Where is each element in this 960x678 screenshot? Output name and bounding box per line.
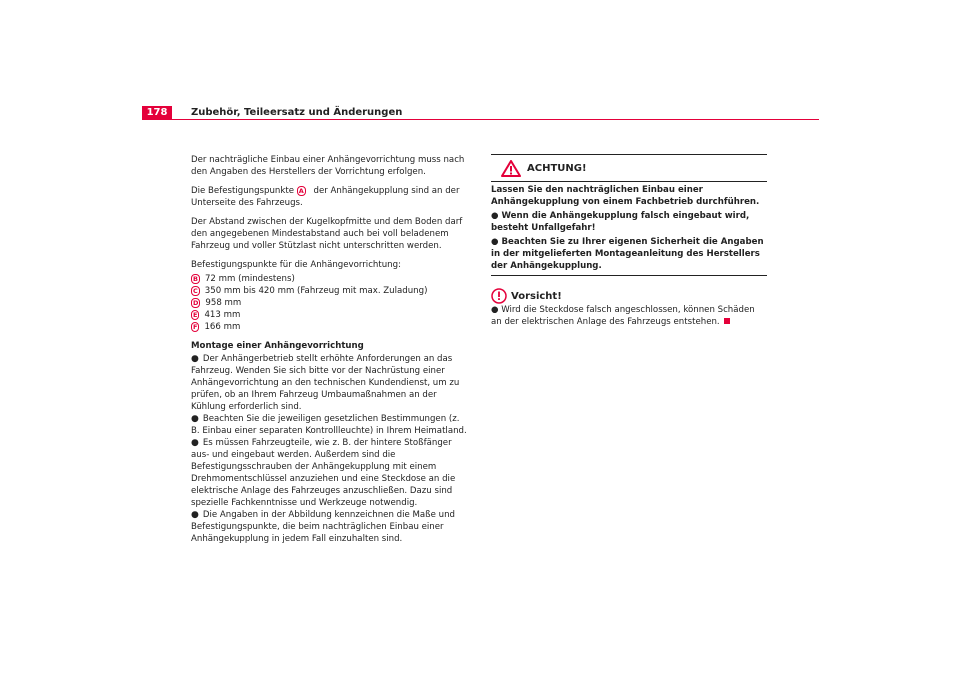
measurement-text: 72 mm (mindestens) (204, 274, 295, 284)
paragraph-intro: Der nachträgliche Einbau einer Anhängevorrichtung muss nach den Angaben des Herstellers der Vorrichtung erfolgen. (191, 155, 465, 177)
caution-circle-icon (491, 288, 507, 304)
text: Die Befestigungspunkte (191, 186, 297, 196)
paragraph-mounting-points (191, 185, 469, 209)
page-title: Zubehör, Teileersatz und Änderungen (191, 107, 403, 118)
bullet-icon: ● (191, 438, 199, 448)
header-divider (172, 119, 819, 120)
text: der Anhängekupplung sind an der Unterseite des Fahrzeugs. (191, 186, 460, 208)
bullet-text: Es müssen Fahrzeugteile, wie z. B. der hintere Stoßfänger aus- und eingebaut werden. Außerdem sind die Befestigungsschrauben der Anhängekupplung mit einem Drehmomentschlüssel anzuziehen und eine Steckdose an die elektrische Anlage des Fahrzeuges anzuschließen. Dazu sind spezielle Fachkenntnisse und Werkzeuge notwendig. (191, 438, 456, 508)
warning-box (491, 154, 767, 276)
caution-bullet (491, 304, 767, 328)
measurement-item (191, 309, 469, 321)
bullet-item (191, 413, 469, 437)
callout-badge: C (193, 286, 198, 295)
bullet-item (191, 353, 469, 413)
bullet-text: Wird die Steckdose falsch angeschlossen, können Schäden an der elektrischen Anlage des Fahrzeugs entstehen. (491, 305, 755, 327)
section-title: Montage einer Anhängevorrichtung (191, 341, 364, 351)
warning-bullet (491, 236, 767, 272)
bullet-icon: ● (491, 237, 499, 247)
measurement-item (191, 297, 469, 309)
warning-bullet (491, 210, 767, 234)
bullet-item (191, 437, 469, 509)
caution-header (491, 288, 767, 304)
callout-badge: F (193, 322, 198, 331)
warning-title: ACHTUNG! (527, 163, 587, 174)
caution-title: Vorsicht! (511, 291, 562, 302)
measurement-text: 350 mm bis 420 mm (Fahrzeug mit max. Zuladung) (204, 286, 428, 296)
bullet-icon: ● (191, 510, 199, 520)
callout-badge: D (193, 298, 199, 307)
bullet-text: Die Angaben in der Abbildung kennzeichnen die Maße und Befestigungspunkte, die beim nachträglichen Einbau einer Anhängekupplung in jedem Fall einzuhalten sind. (191, 510, 455, 544)
warning-triangle-icon (501, 160, 521, 177)
warning-intro: Lassen Sie den nachträglichen Einbau einer Anhängekupplung von einem Fachbetrieb durchführen. (491, 185, 760, 207)
measurement-list (191, 273, 469, 333)
measurement-item (191, 321, 469, 333)
paragraph-points-heading: Befestigungspunkte für die Anhängevorrichtung: (191, 260, 401, 270)
bullet-icon: ● (491, 305, 499, 315)
end-marker-icon (724, 318, 730, 324)
bullet-text: Beachten Sie die jeweiligen gesetzlichen Bestimmungen (z. B. Einbau einer separaten Kontrollleuchte) in Ihrem Heimatland. (191, 414, 467, 436)
bullet-icon: ● (191, 414, 199, 424)
measurement-text: 958 mm (205, 298, 242, 308)
bullet-icon: ● (491, 211, 499, 221)
left-column (191, 154, 469, 545)
measurement-text: 166 mm (204, 322, 241, 332)
measurement-item (191, 273, 469, 285)
measurement-item (191, 285, 469, 297)
bullet-text: Der Anhängerbetrieb stellt erhöhte Anforderungen an das Fahrzeug. Wenden Sie sich bitte vor der Nachrüstung einer Anhängevorrichtung an den technischen Kundendienst, um zu prüfen, ob an Ihrem Fahrzeug Umbaumaßnahmen an der Kühlung erforderlich sind. (191, 354, 460, 412)
paragraph-distance: Der Abstand zwischen der Kugelkopfmitte und dem Boden darf den angegebenen Mindestabstand auch bei voll beladenem Fahrzeug und voller Stützlast nicht unterschritten werden. (191, 217, 463, 251)
bullet-text: Wenn die Anhängekupplung falsch eingebaut wird, besteht Unfallgefahr! (491, 211, 750, 233)
bullet-text: Beachten Sie zu Ihrer eigenen Sicherheit die Angaben in der mitgelieferten Montageanleitung des Herstellers der Anhängekupplung. (491, 237, 764, 271)
measurement-text: 413 mm (204, 310, 241, 320)
bullet-item (191, 509, 469, 545)
callout-badge: A (298, 186, 304, 195)
page-number: 178 (142, 106, 172, 120)
callout-badge: E (193, 310, 198, 319)
right-column (491, 154, 767, 335)
bullet-icon: ● (191, 354, 199, 364)
callout-badge: B (193, 274, 198, 283)
warning-header (491, 155, 767, 182)
